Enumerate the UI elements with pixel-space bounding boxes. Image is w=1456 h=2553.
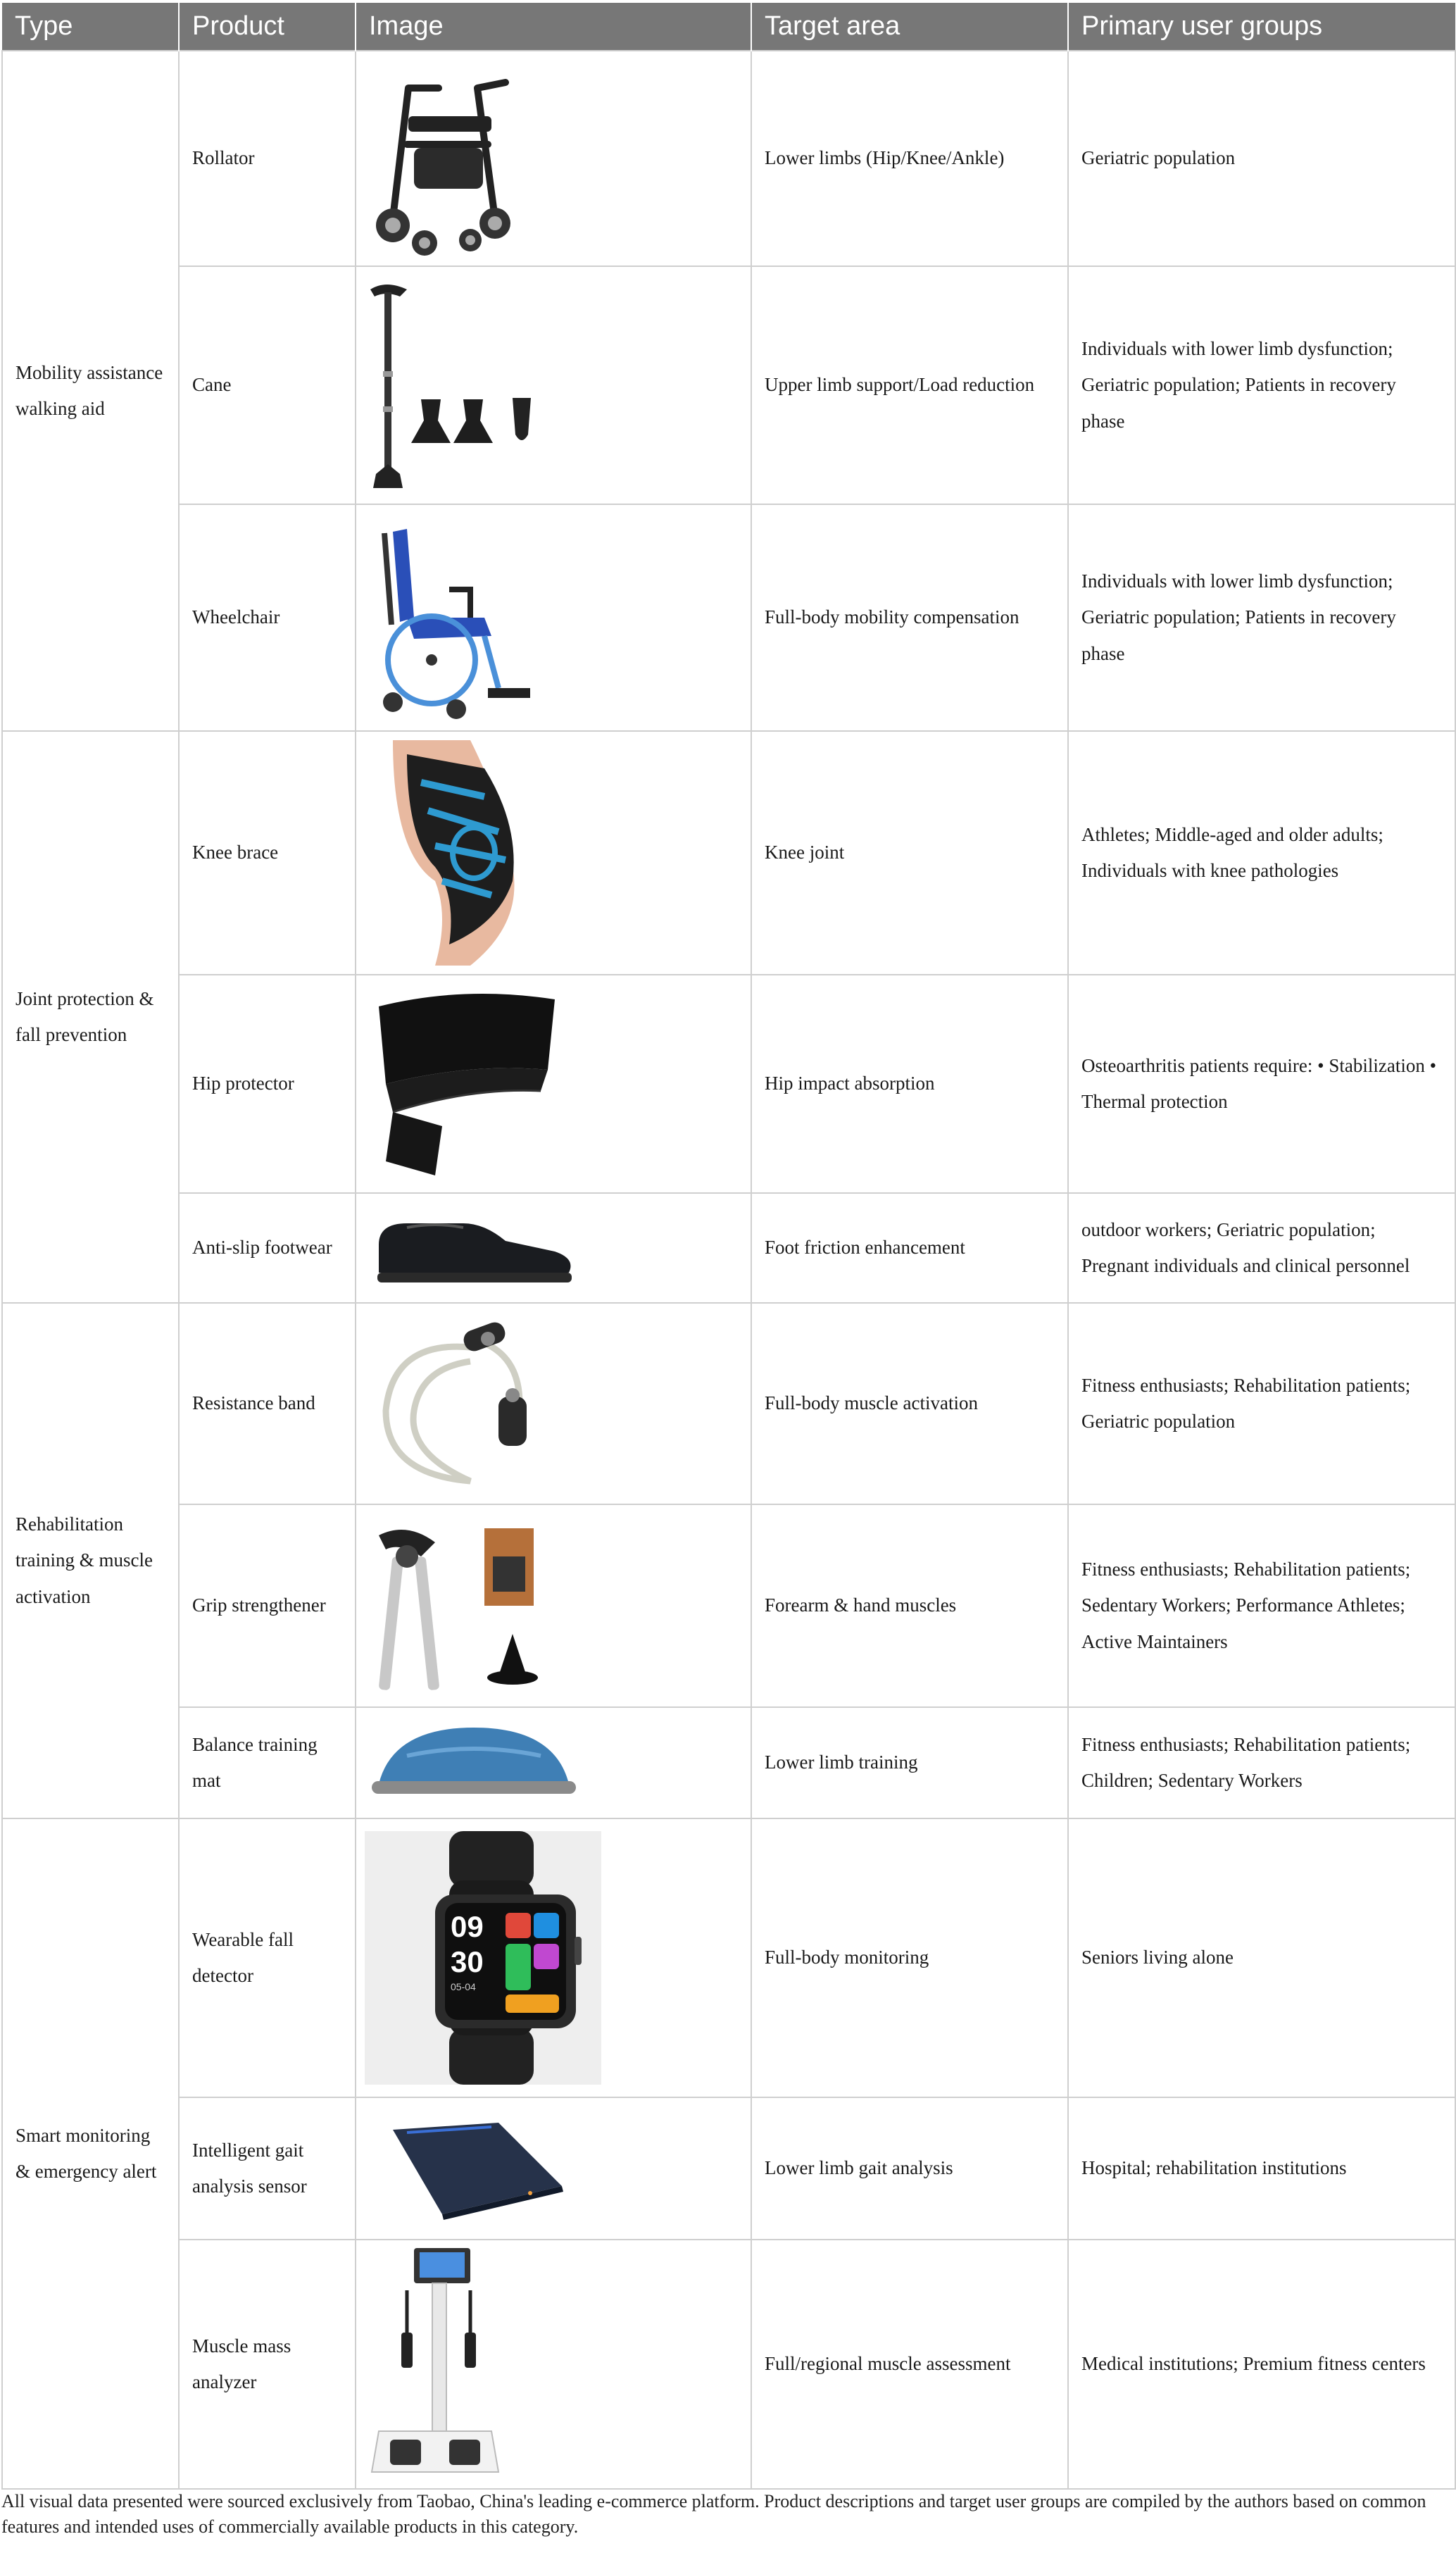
image-cell bbox=[356, 2097, 751, 2240]
balance-mat-icon bbox=[365, 1721, 583, 1805]
users-cell: Osteoarthritis patients require: • Stabilization • Thermal protection bbox=[1068, 975, 1455, 1193]
grip-strengthener-icon bbox=[365, 1514, 562, 1697]
users-cell: Fitness enthusiasts; Rehabilitation patients; Sedentary Workers; Performance Athletes; Active Maintainers bbox=[1068, 1504, 1455, 1707]
product-cell: Knee brace bbox=[179, 731, 356, 975]
table-row bbox=[2, 2097, 1455, 2240]
image-cell bbox=[356, 51, 751, 266]
product-cell: Anti-slip footwear bbox=[179, 1193, 356, 1303]
target-cell: Knee joint bbox=[751, 731, 1068, 975]
hip-protector-icon bbox=[365, 985, 562, 1182]
type-cell: Smart monitoring & emergency alert bbox=[2, 1818, 179, 2489]
table-row bbox=[2, 1818, 1455, 2097]
target-cell: Full-body monitoring bbox=[751, 1818, 1068, 2097]
users-cell: Medical institutions; Premium fitness centers bbox=[1068, 2240, 1455, 2489]
resistance-band-icon bbox=[365, 1312, 548, 1495]
header-image: Image bbox=[356, 3, 751, 51]
target-cell: Full/regional muscle assessment bbox=[751, 2240, 1068, 2489]
table-row bbox=[2, 975, 1455, 1193]
table-row bbox=[2, 1504, 1455, 1707]
product-cell: Intelligent gait analysis sensor bbox=[179, 2097, 356, 2240]
users-cell: Fitness enthusiasts; Rehabilitation patients; Geriatric population bbox=[1068, 1303, 1455, 1504]
image-cell bbox=[356, 504, 751, 731]
rollator-icon bbox=[365, 60, 534, 257]
target-cell: Hip impact absorption bbox=[751, 975, 1068, 1193]
image-cell bbox=[356, 1193, 751, 1303]
knee-brace-icon bbox=[365, 740, 534, 966]
anti-slip-shoe-icon bbox=[365, 1202, 576, 1294]
users-cell: Individuals with lower limb dysfunction; Geriatric population; Patients in recovery phase bbox=[1068, 266, 1455, 504]
product-cell: Rollator bbox=[179, 51, 356, 266]
header-product: Product bbox=[179, 3, 356, 51]
image-cell bbox=[356, 1504, 751, 1707]
image-cell bbox=[356, 1707, 751, 1818]
image-cell bbox=[356, 266, 751, 504]
image-cell bbox=[356, 2240, 751, 2489]
product-table bbox=[1, 3, 1456, 2490]
table-row bbox=[2, 51, 1455, 266]
type-cell: Joint protection & fall prevention bbox=[2, 731, 179, 1303]
target-cell: Lower limb gait analysis bbox=[751, 2097, 1068, 2240]
product-cell: Hip protector bbox=[179, 975, 356, 1193]
body-analyzer-icon bbox=[365, 2248, 506, 2480]
wheelchair-icon bbox=[365, 512, 541, 723]
users-cell: Seniors living alone bbox=[1068, 1818, 1455, 2097]
target-cell: Lower limbs (Hip/Knee/Ankle) bbox=[751, 51, 1068, 266]
watch-hour-text: 09 bbox=[451, 1910, 484, 1943]
table-row bbox=[2, 1707, 1455, 1818]
product-cell: Wheelchair bbox=[179, 504, 356, 731]
table-row bbox=[2, 731, 1455, 975]
product-cell: Resistance band bbox=[179, 1303, 356, 1504]
product-cell: Cane bbox=[179, 266, 356, 504]
users-cell: Fitness enthusiasts; Rehabilitation patients; Children; Sedentary Workers bbox=[1068, 1707, 1455, 1818]
type-cell: Rehabilitation training & muscle activation bbox=[2, 1303, 179, 1818]
product-cell: Balance training mat bbox=[179, 1707, 356, 1818]
table-row bbox=[2, 504, 1455, 731]
target-cell: Upper limb support/Load reduction bbox=[751, 266, 1068, 504]
header-user-groups: Primary user groups bbox=[1068, 3, 1455, 51]
product-cell: Grip strengthener bbox=[179, 1504, 356, 1707]
users-cell: Geriatric population bbox=[1068, 51, 1455, 266]
image-cell bbox=[356, 1303, 751, 1504]
header-target-area: Target area bbox=[751, 3, 1068, 51]
users-cell: Individuals with lower limb dysfunction; Geriatric population; Patients in recovery phase bbox=[1068, 504, 1455, 731]
cane-icon bbox=[365, 280, 548, 491]
watch-minute-text: 30 bbox=[451, 1945, 484, 1978]
smartwatch-icon bbox=[365, 1831, 601, 2085]
target-cell: Foot friction enhancement bbox=[751, 1193, 1068, 1303]
gait-sensor-icon bbox=[365, 2109, 576, 2228]
image-cell bbox=[356, 975, 751, 1193]
users-cell: Hospital; rehabilitation institutions bbox=[1068, 2097, 1455, 2240]
users-cell: outdoor workers; Geriatric population; Pregnant individuals and clinical personnel bbox=[1068, 1193, 1455, 1303]
table-row bbox=[2, 1193, 1455, 1303]
image-cell bbox=[356, 731, 751, 975]
table-row bbox=[2, 1303, 1455, 1504]
target-cell: Forearm & hand muscles bbox=[751, 1504, 1068, 1707]
product-cell: Muscle mass analyzer bbox=[179, 2240, 356, 2489]
image-cell bbox=[356, 1818, 751, 2097]
target-cell: Full-body muscle activation bbox=[751, 1303, 1068, 1504]
table-row bbox=[2, 2240, 1455, 2489]
target-cell: Full-body mobility compensation bbox=[751, 504, 1068, 731]
table-row bbox=[2, 266, 1455, 504]
header-row bbox=[2, 3, 1455, 51]
product-cell: Wearable fall detector bbox=[179, 1818, 356, 2097]
table-footnote: All visual data presented were sourced exclusively from Taobao, China's leading e-commerce platform. Product descriptions and target user groups are compiled by the authors based on common features and intended uses of commercially available products in this category. bbox=[1, 2491, 1426, 2537]
target-cell: Lower limb training bbox=[751, 1707, 1068, 1818]
type-cell: Mobility assistance walking aid bbox=[2, 51, 179, 731]
watch-date-text: 05-04 bbox=[451, 1981, 476, 1992]
users-cell: Athletes; Middle-aged and older adults; Individuals with knee pathologies bbox=[1068, 731, 1455, 975]
header-type: Type bbox=[2, 3, 179, 51]
